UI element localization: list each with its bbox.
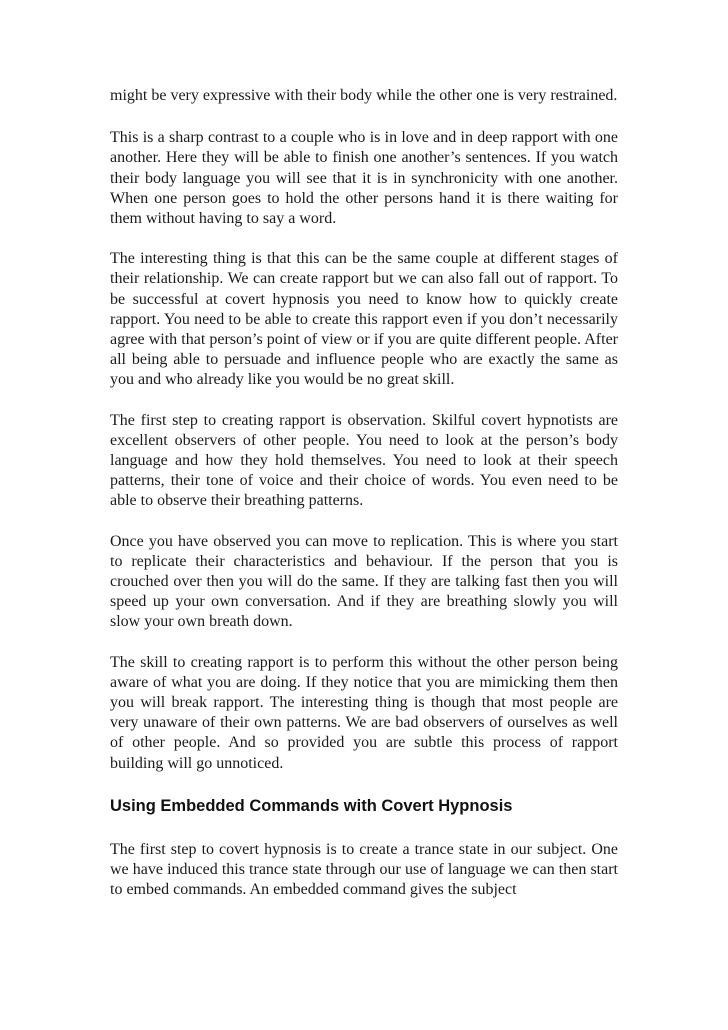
paragraph: The interesting thing is that this can be the same couple at different stages of their relationship. We can create rapport but we can also fall out of rapport. To be successful at covert hypnosis you need to know how to quickly create rapport. You need to be able to create this rapport even if you don’t necessarily agree with that person’s point of view or if you are quite different people. After all being able to persuade and influence people who are exactly the same as you and who already like you would be no great skill. <box>110 250 618 389</box>
paragraph: might be very expressive with their body while the other one is very restrained. <box>110 87 618 104</box>
section-heading: Using Embedded Commands with Covert Hypnosis <box>110 796 513 815</box>
paragraph: The first step to creating rapport is observation. Skilful covert hypnotists are excellent observers of other people. You need to look at the person’s body language and how they hold themselves. You need to look at their speech patterns, their tone of voice and their choice of words. You even need to be able to observe their breathing patterns. <box>110 411 618 510</box>
document-page <box>110 86 618 921</box>
paragraph: Once you have observed you can move to replication. This is where you start to replicate their characteristics and behaviour. If the person that you is crouched over then you will do the same. If they are talking fast then you will speed up your own conversation. And if they are breathing slowly you will slow your own breath down. <box>110 532 618 631</box>
paragraph: The skill to creating rapport is to perform this without the other person being aware of what you are doing. If they notice that you are mimicking them then you will break rapport. The interesting thing is though that most people are very unaware of their own patterns. We are bad observers of ourselves as well of other people. And so provided you are subtle this process of rapport building will go unnoticed. <box>110 653 618 772</box>
paragraph: The first step to covert hypnosis is to create a trance state in our subject. One we have induced this trance state through our use of language we can then start to embed commands. An embedded command gives the subject <box>110 840 618 899</box>
paragraph: This is a sharp contrast to a couple who is in love and in deep rapport with one another. Here they will be able to finish one another’s sentences. If you watch their body language you will see that it is in synchronicity with one another. When one person goes to hold the other persons hand it is there waiting for them without having to say a word. <box>110 129 618 228</box>
